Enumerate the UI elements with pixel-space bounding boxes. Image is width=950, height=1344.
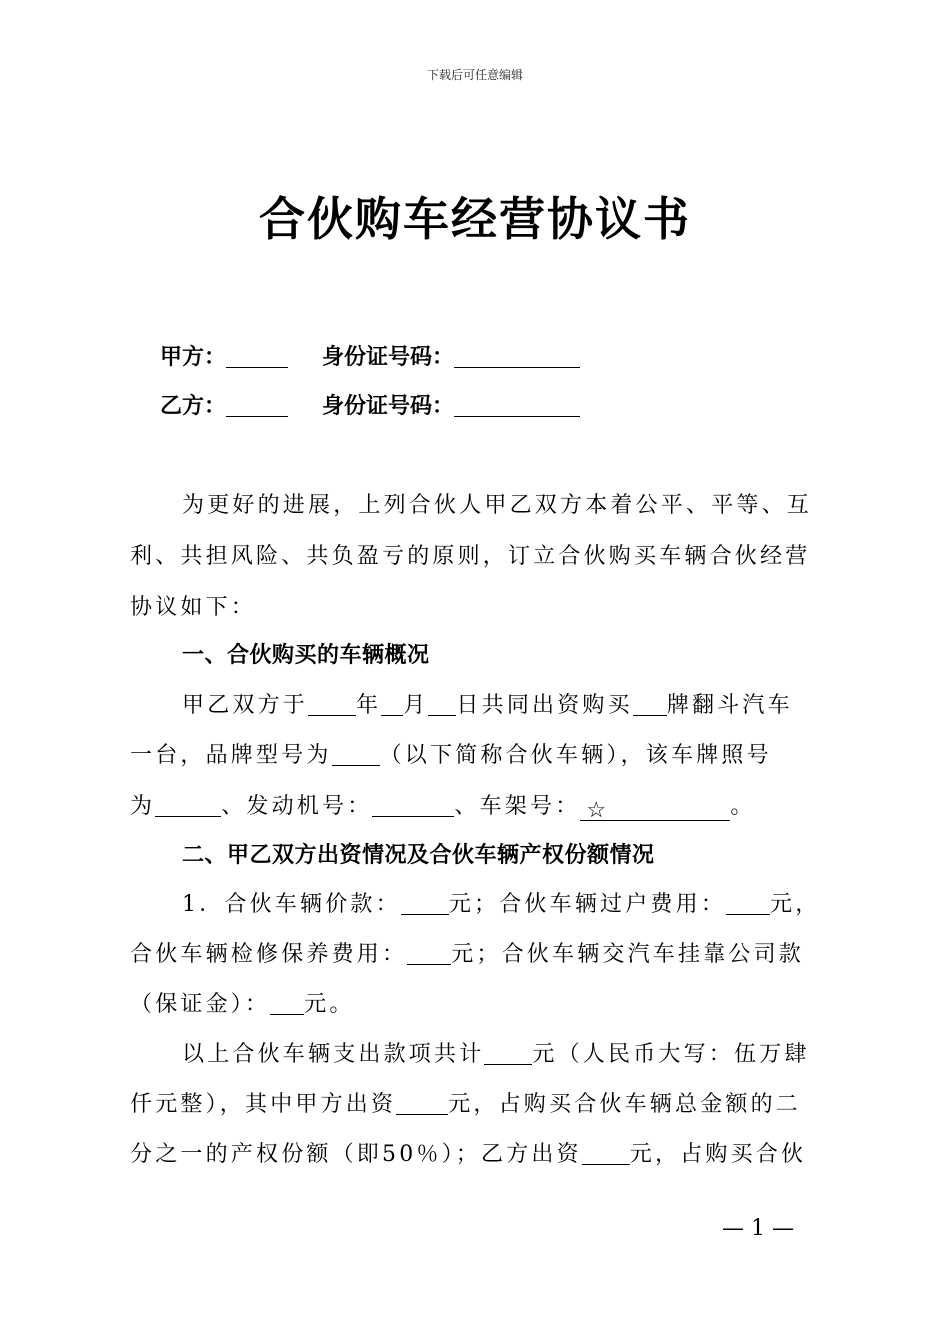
s1-line-1: 甲乙双方于 年 月 日共同出资购买 牌翻斗汽车 <box>182 693 793 718</box>
year-blank[interactable] <box>308 693 356 716</box>
s1-line-3: 为 、发动机号： 、车架号： ☆ 。 <box>130 794 756 823</box>
header-note: 下载后可任意编辑 <box>426 68 523 82</box>
party-b-name-blank[interactable] <box>226 394 288 417</box>
intro-line-3: 协议如下： <box>130 595 257 620</box>
s2-line-4: 以上合伙车辆支出款项共计 元（人民币大写：伍万肆 <box>182 1042 810 1067</box>
party-b-contribution-blank[interactable] <box>582 1142 630 1165</box>
party-a-id-label: 身份证号码： <box>322 345 455 370</box>
intro-line-2: 利、共担风险、共负盈亏的原则，订立合伙购买车辆合伙经营 <box>130 544 811 569</box>
engine-number-blank[interactable] <box>372 794 454 817</box>
month-blank[interactable] <box>381 693 403 716</box>
party-b-row <box>160 389 580 420</box>
price-blank[interactable] <box>401 892 449 915</box>
party-a-row <box>160 340 580 371</box>
page-number: — 1 — <box>722 1216 794 1241</box>
s2-line-5: 仟元整），其中甲方出资 元，占购买合伙车辆总金额的二 <box>130 1092 802 1117</box>
party-b-label: 乙方： <box>160 394 227 419</box>
section-1-title: 一、合伙购买的车辆概况 <box>182 643 430 668</box>
s2-line-2: 合伙车辆检修保养费用： 元；合伙车辆交汽车挂靠公司款 <box>130 942 805 967</box>
star-icon: ☆ <box>586 798 610 823</box>
party-a-contribution-blank[interactable] <box>396 1092 448 1115</box>
party-a-label: 甲方： <box>160 345 227 370</box>
day-blank[interactable] <box>428 693 456 716</box>
plate-blank[interactable] <box>155 794 221 817</box>
transfer-fee-blank[interactable] <box>726 892 770 915</box>
total-blank[interactable] <box>484 1042 532 1065</box>
s1-line-2: 一台，品牌型号为 （以下简称合伙车辆），该车牌照号 <box>130 743 772 768</box>
s2-line-1: 1．合伙车辆价款： 元；合伙车辆过户费用： 元， <box>182 892 821 917</box>
deposit-blank[interactable] <box>270 992 304 1015</box>
document-title: 合伙购车经营协议书 <box>259 192 691 246</box>
brand-blank[interactable] <box>633 693 667 716</box>
party-b-id-label: 身份证号码： <box>322 394 455 419</box>
s2-line-6: 分之一的产权份额（即50％）；乙方出资 元，占购买合伙 <box>130 1142 807 1167</box>
party-b-id-blank[interactable] <box>454 394 580 417</box>
frame-number-blank[interactable] <box>580 798 730 821</box>
intro-line-1: 为更好的进展，上列合伙人甲乙双方本着公平、平等、互 <box>182 493 813 518</box>
model-blank[interactable] <box>332 743 380 766</box>
section-2-title: 二、甲乙双方出资情况及合伙车辆产权份额情况 <box>182 843 655 868</box>
s2-line-3: （保证金）： 元。 <box>130 992 355 1017</box>
party-a-id-blank[interactable] <box>454 345 580 368</box>
party-a-name-blank[interactable] <box>226 345 288 368</box>
maintenance-fee-blank[interactable] <box>407 942 451 965</box>
